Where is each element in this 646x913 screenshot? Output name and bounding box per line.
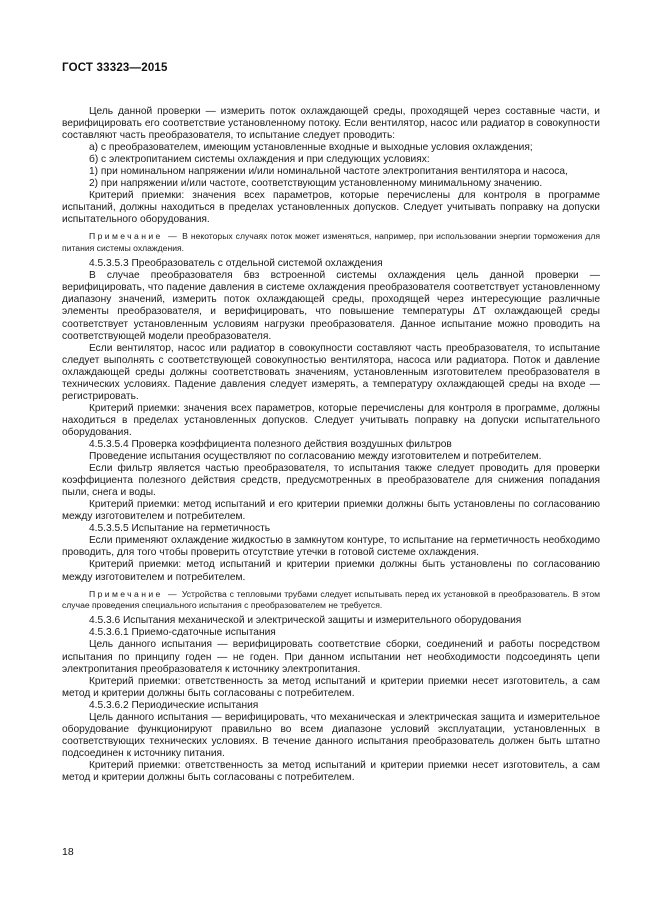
paragraph: Цель данной проверки — измерить поток охлаждающей среды, проходящей через составные части, и верифицировать его соответствие установленному потоку. Если вентилятор, насос или радиатор в совокупности составляют часть преобразователя, то испытание следует проводить: — [62, 106, 600, 142]
list-item: 1) при номинальном напряжении и/или номинальной частоте электропитания вентилятора и насоса, — [89, 166, 568, 178]
paragraph: Если применяют охлаждение жидкостью в замкнутом контуре, то испытание на герметичность необходимо проводить, для того чтобы проверить отсутствие утечки в готовой системе охлаждения. — [62, 535, 600, 559]
section-heading: 4.5.3.5.5 Испытание на герметичность — [89, 523, 271, 535]
note-text: В некоторых случаях поток может изменяться, например, при использовании энергии торможения для питания системы охлаждения. — [62, 231, 600, 253]
note-text: Устройства с тепловыми трубами следует испытывать перед их установкой в преобразователь. В этом случае проведения специального испытания с преобразователем не требуется. — [62, 588, 601, 610]
document-body — [62, 106, 600, 784]
list-item: 2) при напряжении и/или частоте, соответствующим установленному минимальному значению. — [89, 178, 543, 190]
section-heading: 4.5.3.6 Испытания механической и электрической защиты и измерительного оборудования — [89, 615, 522, 627]
paragraph: Критерий приемки: метод испытаний и критерии приемки должны быть установлены по согласованию между изготовителем и потребителем. — [62, 559, 600, 583]
paragraph: Критерий приемки: значения всех параметров, которые перечислены для контроля в программе, должны находиться в пределах установленных допусков. Следует учитывать поправку на допуски испытательного оборудования. — [62, 402, 600, 438]
paragraph: Критерий приемки: ответственность за метод испытаний и критерии приемки несет изготовитель, а сам метод и критерии должны быть согласованы с потребителем. — [62, 675, 600, 699]
list-item: а) с преобразователем, имеющим установленные входные и выходные условия охлаждения; — [89, 142, 533, 154]
paragraph: Критерий приемки: метод испытаний и его критерии приемки должны быть установлены по согласованию между изготовителем и потребителем. — [62, 499, 600, 523]
page-number: 18 — [62, 846, 74, 858]
paragraph: Критерий приемки: значения всех параметров, которые перечислены для контроля в программе испытаний, должны находиться в пределах установленных допусков. Следует учитывать поправку на допуски испытательного оборудования. — [62, 190, 600, 226]
section-heading: 4.5.3.6.2 Периодические испытания — [89, 699, 259, 711]
note — [62, 231, 600, 254]
list-item: б) с электропитанием системы охлаждения и при следующих условиях: — [89, 154, 430, 166]
paragraph: В случае преобразователя бвз встроенной системы охлаждения цель данной проверки — верифицировать, что падение давления в системе охлаждения преобразователя соответствует установленному диапазону значений, измерить поток охлаждающей среды, проходящей через интересующие различные элементы преобразователя, и верифицировать, что повышение температуры ΔT охлаждающей среды соответствует установленным условиям нагрузки преобразователя. Данное испытание можно проводить на соответствующей модели преобразователя. — [62, 270, 600, 342]
paragraph: Если фильтр является частью преобразователя, то испытания также следует проводить для проверки коэффициента полезного действия средств, предусмотренных в преобразователе для снижения попадания пыли, снега и воды. — [62, 463, 600, 499]
note-label: Примечание — — [89, 231, 180, 242]
section-heading: 4.5.3.5.3 Преобразователь с отдельной системой охлаждения — [89, 258, 383, 270]
paragraph: Цель данного испытания — верифицировать соответствие сборки, соединений и работы посредством испытания по принципу годен — не годен. При данном испытании нет необходимости подсоединять цепи электропитания преобразователя к источнику электропитания. — [62, 639, 600, 675]
section-heading: 4.5.3.6.1 Приемо-сдаточные испытания — [89, 627, 276, 639]
paragraph: Цель данного испытания — верифицировать, что механическая и электрическая защита и измерительное оборудование функционируют правильно во всем диапазоне условий эксплуатации, установленных в соответствующих технических условиях. В течение данного испытания преобразователь должен быть штатно подсоединен к источнику питания. — [62, 711, 600, 759]
document-header-title: ГОСТ 33323—2015 — [62, 62, 168, 74]
paragraph: Проведение испытания осуществляют по согласованию между изготовителем и потребителем. — [89, 451, 542, 463]
section-heading: 4.5.3.5.4 Проверка коэффициента полезного действия воздушных фильтров — [89, 438, 452, 450]
note-label: Примечание — — [89, 588, 179, 599]
paragraph: Критерий приемки: ответственность за метод испытаний и критерии приемки несет изготовитель, а сам метод и критерии должны быть согласованы с потребителем. — [62, 759, 600, 783]
note — [62, 589, 600, 612]
paragraph: Если вентилятор, насос или радиатор в совокупности составляют часть преобразователя, то испытание следует выполнять с соответствующей совокупностью вентилятора, насоса или радиатора. Поток и давление охлаждающей среды должны соответствовать значениям, установленным изготовителем преобразователя в технических условиях. Падение давления следует измерять, а температуру охлаждающей среды на входе — регистрировать. — [62, 342, 600, 402]
